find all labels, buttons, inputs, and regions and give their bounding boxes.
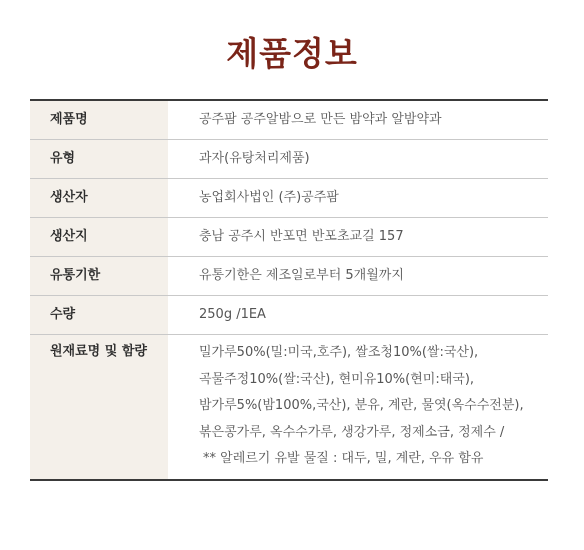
row-value: 충남 공주시 반포면 반포초교길 157 [168, 218, 548, 257]
row-value: 유통기한은 제조일로부터 5개월까지 [168, 257, 548, 296]
row-label: 생산지 [30, 218, 168, 257]
table-row-ingredients [30, 335, 548, 480]
row-label: 생산자 [30, 179, 168, 218]
table-row-expiry [30, 257, 548, 296]
row-label: 제품명 [30, 100, 168, 140]
row-label: 원재료명 및 함량 [30, 335, 168, 480]
product-info-table [30, 99, 548, 481]
ingredient-line: 밀가루50%(밀:미국,호주), 쌀조청10%(쌀:국산), [199, 345, 479, 360]
allergy-notice: ** 알레르기 유발 물질 : 대두, 밀, 계란, 우유 함유 [203, 451, 484, 466]
table-row-producer [30, 179, 548, 218]
table-row-product-name [30, 100, 548, 140]
row-label: 유형 [30, 140, 168, 179]
ingredient-line: 볶은콩가루, 옥수수가루, 생강가루, 정제소금, 정제수 / [199, 424, 505, 440]
row-value: 250g /1EA [168, 296, 548, 335]
row-value: 과자(유탕처리제품) [168, 140, 548, 179]
ingredient-line: 곡물주정10%(쌀:국산), 현미유10%(현미:태국), [199, 371, 475, 387]
table-row-quantity [30, 296, 548, 335]
row-value: 공주팜 공주알밤으로 만든 밤약과 알밤약과 [168, 100, 548, 140]
row-label: 수량 [30, 296, 168, 335]
row-label: 유통기한 [30, 257, 168, 296]
ingredient-line: 밤가루5%(밤100%,국산), 분유, 계란, 물엿(옥수수전분), [199, 398, 524, 413]
ingredients-value [168, 335, 548, 480]
table-row-origin [30, 218, 548, 257]
table-row-type [30, 140, 548, 179]
row-value: 농업회사법인 (주)공주팜 [168, 179, 548, 218]
page-title: 제품정보 [226, 34, 358, 73]
